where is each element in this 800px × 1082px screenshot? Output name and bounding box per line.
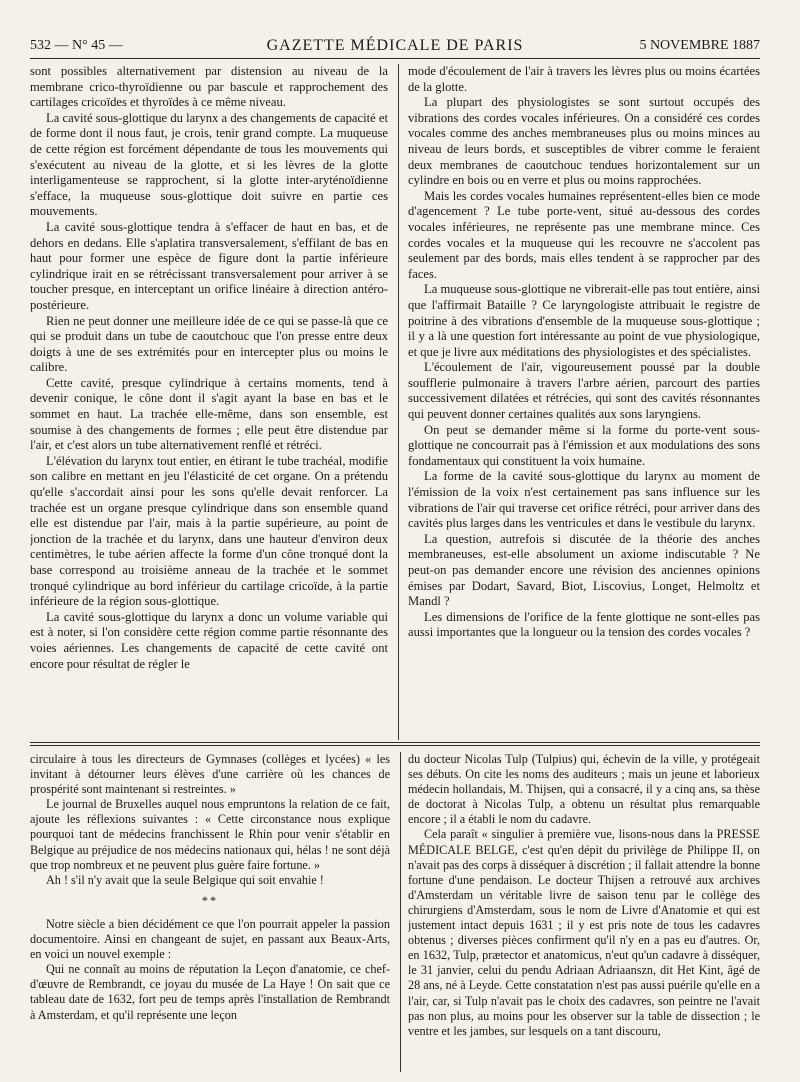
feuilleton-column-right bbox=[408, 752, 760, 1077]
paragraph: Cette cavité, presque cylindrique à certains moments, tend à devenir conique, le cône dont il s'agit ayant la base en bas et le sommet en haut. La trachée elle-même, dans son ensemble, est soumise à des changements de formes ; elle peut être distendue par l'air, et c'est alors un tube alternativement renflé et rétréci. bbox=[30, 375, 388, 453]
paragraph: Qui ne connaît au moins de réputation la Leçon d'anatomie, ce chef-d'œuvre de Rembrandt, ce joyau du musée de La Haye ! On sait que ce tableau date de 1632, fort peu de temps après l'installation de Rembrandt à Amsterdam, et qu'il représente une leçon bbox=[30, 962, 390, 1022]
section-divider-double bbox=[30, 745, 760, 746]
paragraph: La cavité sous-glottique tendra à s'effacer de haut en bas, et de dehors en dedans. Elle s'aplatira transversalement, s'effilant de bas en haut pour former une espèce de figure dont la partie inférieure cylindrique irait en se rétrécissant transversalement pour arriver à se toucher presque, en interceptant un orifice linéaire à direction antéro-postérieure. bbox=[30, 219, 388, 312]
section-separator-stars: ** bbox=[201, 893, 219, 908]
paragraph: L'écoulement de l'air, vigoureusement poussé par la double soufflerie pulmonaire à travers l'arbre aérien, parcourt des parties successivement dilatées et rétrécies, qui sont des cavités résonnantes qui peuvent donner certaines qualités aux sons laryngiens. bbox=[408, 360, 760, 422]
paragraph: Le journal de Bruxelles auquel nous empruntons la relation de ce fait, ajoute les réflexions suivantes : « Cette circonstance nous explique pourquoi tant de médecins franchissent le Rhin pour venir s'établir en Belgique au préjudice de nos médecins nationaux qui, hélas ! ne sont déjà que trop nombreux et ne peuvent plus guère faire fortune. » bbox=[30, 797, 390, 872]
page-header bbox=[30, 36, 760, 59]
paragraph: mode d'écoulement de l'air à travers les lèvres plus ou moins écartées de la glotte. bbox=[408, 64, 760, 94]
page-number: 532 — N° 45 — bbox=[30, 38, 123, 53]
paragraph: Notre siècle a bien décidément ce que l'on pourrait appeler la passion documentoire. Ainsi en changeant de sujet, en passant aux Beaux-Arts, en voici un nouvel exemple : bbox=[30, 916, 390, 962]
paragraph: La question, autrefois si discutée de la théorie des anches membraneuses, est-elle absolument un axiome indiscutable ? Ne peut-on pas demander encore une révision des anciennes opinions émises par Dodart, Savard, Biot, Liscovius, Longet, Helmoltz et Mandl ? bbox=[408, 531, 760, 609]
paragraph: du docteur Nicolas Tulp (Tulpius) qui, échevin de la ville, y protégeait ses débuts. On cite les noms des auditeurs ; mais un jeune et laborieux médecin hollandais, M. Thijsen, qui a consacré, il y a cinq ans, sa thèse de doctorat à Nicolas Tulp, a obtenu un résultat plus remarquable encore ; il a établi le nom du cadavre. bbox=[408, 752, 760, 827]
issue-date: 5 NOVEMBRE 1887 bbox=[639, 38, 760, 53]
paragraph: circulaire à tous les directeurs de Gymnases (collèges et lycées) « les invitant à détourner leurs élèves d'une carrière où les chances de prospérité sont maintenant si restreintes. » bbox=[30, 752, 390, 797]
paragraph: La plupart des physiologistes se sont surtout occupés des vibrations des cordes vocales inférieures. On a considéré ces cordes vocales comme des anches membraneuses plus ou moins minces au niveau de leurs bords, et susceptibles de vibrer comme le feraient deux membranes de caoutchouc tendues horizontalement sur un cylindre en bois ou en verre et plus ou moins rapprochées. bbox=[408, 95, 760, 188]
paragraph: Cela paraît « singulier à première vue, lisons-nous dans la PRESSE MÉDICALE BELGE, c'est qu'en dépit du privilège de Philippe II, on n'avait pas des corps à disséquer à discrétion ; il fallait attendre la bonne fortune d'une pendaison. Le docteur Thijsen a retrouvé aux archives d'Amsterdam un véritable livre de saison tenu par le collège des chirurgiens d'Amsterdam, sous le nom de Livre d'Anatomie et qui est justement intact depuis 1631 ; il y est pris note de tous les cadavres obtenus ; diverses pièces confirment qu'il n'y en a pas eu d'autres. Or, en 1632, Tulp, prætector et anatomicus, n'eut qu'un cadavre à disséquer, le 31 janvier, celui du pendu Adriaan Adriaanszn, dit Het Kint, âgé de 28 ans, né à Leyde. Cette constatation n'est pas aussi puérile qu'elle en a l'air, car, si Tulp n'avait pas le choix des cadavres, son peintre ne l'avait pas non plus, au moins pour les observer sur la table de dissection ; le ventre et les jambes, sur lesquels on a tant discouru, bbox=[408, 827, 760, 1038]
paragraph: Les dimensions de l'orifice de la fente glottique ne sont-elles pas aussi importantes que la longueur ou la tension des cordes vocales ? bbox=[408, 609, 760, 640]
journal-title: GAZETTE MÉDICALE DE PARIS bbox=[266, 37, 524, 54]
feuilleton-column-left bbox=[30, 752, 390, 1077]
article-column-right bbox=[408, 64, 760, 742]
paragraph: La cavité sous-glottique du larynx a donc un volume variable qui est à noter, si l'on considère cette région comme partie résonnante des voies aériennes. Les changements de capacité de cette cavité ont encore pour résultat de régler le bbox=[30, 609, 388, 671]
paragraph: La muqueuse sous-glottique ne vibrerait-elle pas tout entière, ainsi que l'affirmait Bataille ? Ce laryngologiste attribuait le registre de poitrine à des vibrations d'ensemble de la muqueuse sous-glottique ; il y a là une question fort intéressante au point de vue physiologique, et que je livre aux méditations des physiologistes et des spécialistes. bbox=[408, 282, 760, 359]
paragraph: La cavité sous-glottique du larynx a des changements de capacité et de forme dont il nous faut, je crois, tenir grand compte. La muqueuse de cette région est forcément dépendante de tous les mouvements qui s'exécutent au niveau de la glotte, et si les lèvres de la glotte interligamenteuse se rapprochent, si la glotte inter-aryténoïdienne s'efface, la muqueuse sous-glottique doit suivre en partie ces mouvements. bbox=[30, 110, 388, 219]
paragraph: Mais les cordes vocales humaines représentent-elles bien ce mode d'agencement ? Le tube porte-vent, situé au-dessous des cordes vocales inférieures, ne représente pas une membrane mince. Ces cordes vocales et la muqueuse qui les recouvre ne s'accolent pas seulement par des bords, mais elles tendent à se rapprocher par des faces. bbox=[408, 188, 760, 281]
section-divider bbox=[30, 742, 760, 743]
paragraph: sont possibles alternativement par distension au niveau de la membrane crico-thyroïdienne ou par bascule et rapprochement des cartilages cricoïdes et thyroïdes à ce même niveau. bbox=[30, 64, 388, 110]
paragraph: La forme de la cavité sous-glottique du larynx au moment de l'émission de la voix n'est certainement pas sans influence sur les vibrations de l'air qui traverse cet orifice rétréci, pour arriver dans des cavités plus larges dans les ventricules et dans le vestibule du larynx. bbox=[408, 469, 760, 531]
column-divider bbox=[398, 64, 399, 740]
paragraph: L'élévation du larynx tout entier, en étirant le tube trachéal, modifie son calibre en mettant en jeu l'élasticité de cet organe. On a prétendu qu'elle s'accordait ainsi pour les sons qu'elle devait renforcer. La trachée est un organe presque cylindrique dans son ensemble quand elle est distendue par l'air, mais à la partie supérieure, au point de jonction de la trachée et du larynx, dans une hauteur d'environ deux centimètres, le tube aérien affecte la forme d'un cône tronqué dont la base correspond au troisième anneau de la trachée et le sommet tronqué cylindrique au bord inférieur du cartilage cricoïde, à la partie inférieure de la région sous-glottique. bbox=[30, 453, 388, 609]
paragraph: Rien ne peut donner une meilleure idée de ce qui se passe-là que ce qui se produit dans un tube de caoutchouc que l'on presse entre deux doigts à une de ses extrémités pour en intercepter plus ou moins le calibre. bbox=[30, 313, 388, 375]
article-column-left bbox=[30, 64, 388, 742]
paragraph: Ah ! s'il n'y avait que la seule Belgique qui soit envahie ! bbox=[46, 872, 324, 887]
paragraph: On peut se demander même si la forme du porte-vent sous-glottique ne concourrait pas à l'émission et aux modulations des sons fondamentaux qui constituent la voix humaine. bbox=[408, 422, 760, 468]
feuilleton-column-divider bbox=[400, 752, 401, 1072]
